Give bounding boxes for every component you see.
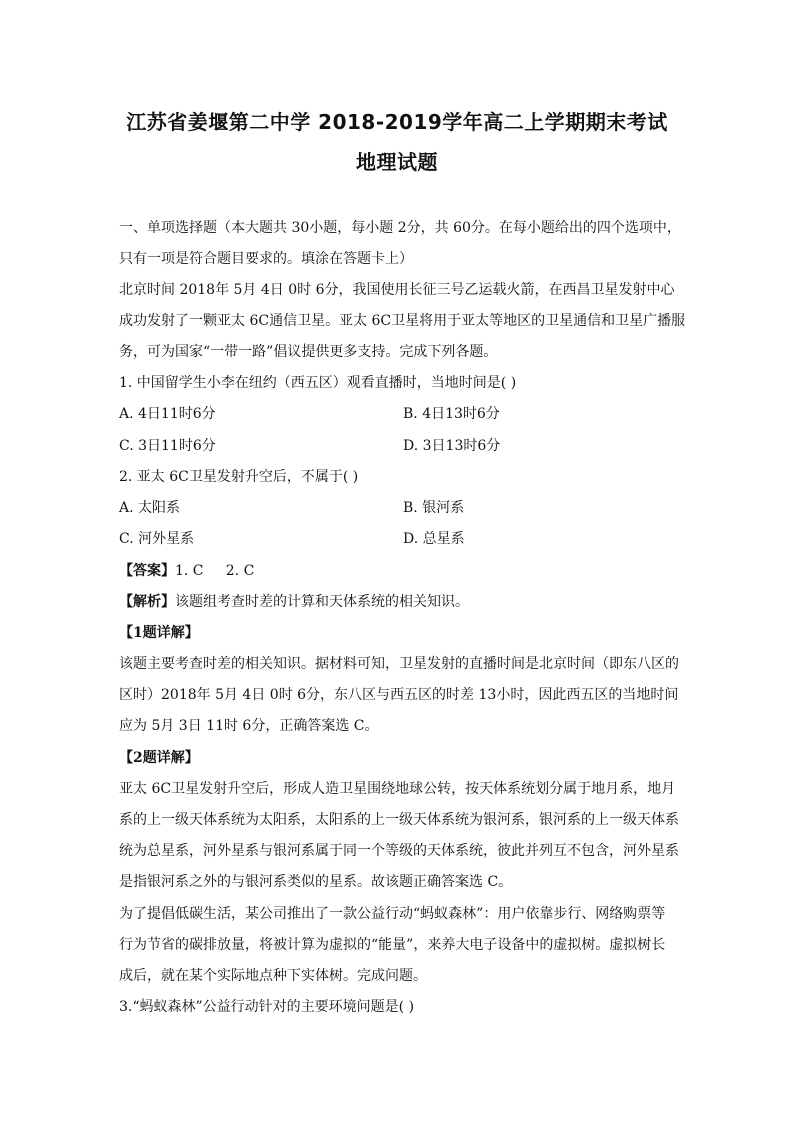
detail-1-heading: 【1题详解】	[119, 625, 199, 641]
exam-subject: 地理试题	[356, 150, 438, 174]
question-1-stem: 1. 中国留学生小李在纽约（西五区）观看直播时，当地时间是( )	[119, 375, 517, 391]
question-2-option-b: B. 银河系	[403, 500, 465, 516]
answer-label: 【答案】	[119, 563, 175, 579]
detail-2-line4: 是指银河系之外的与银河系类似的星系。故该题正确答案选 C。	[119, 874, 513, 890]
section-heading-line2: 只有一项是符合题目要求的。填涂在答题卡上）	[119, 251, 413, 267]
question-1-option-d: D. 3日13时6分	[403, 438, 501, 454]
question-2-option-d: D. 总星系	[403, 531, 465, 547]
material2-line2: 行为节省的碳排放量，将被计算为虚拟的“能量”，来养大电子设备中的虚拟树。虚拟树长	[119, 937, 666, 953]
detail-2-line3: 统为总星系，河外星系与银河系属于同一个等级的天体系统，彼此并列互不包含，河外星系	[119, 843, 679, 859]
detail-2-line2: 系的上一级天体系统为太阳系，太阳系的上一级天体系统为银河系，银河系的上一级天体系	[119, 812, 679, 828]
detail-1-line2: 区时）2018年 5月 4日 0时 6分，东八区与西五区的时差 13小时，因此西五区的当地时间	[119, 687, 679, 703]
section-heading-line1: 一、单项选择题（本大题共 30小题，每小题 2分，共 60分。在每小题给出的四个选项中，	[119, 220, 681, 236]
question-2-option-c: C. 河外星系	[119, 531, 195, 547]
detail-1-line1: 该题主要考查时差的相关知识。据材料可知，卫星发射的直播时间是北京时间（即东八区的	[119, 656, 679, 672]
question-1-option-c: C. 3日11时6分	[119, 438, 216, 454]
question-2-option-a: A. 太阳系	[119, 500, 181, 516]
exam-title: 江苏省姜堰第二中学 2018-2019学年高二上学期期末考试	[126, 110, 668, 134]
material2-line3: 成后，就在某个实际地点种下实体树。完成问题。	[119, 968, 427, 984]
answer-text: 1. C 2. C	[175, 563, 255, 579]
analysis-line	[119, 592, 679, 612]
material1-line2: 成功发射了一颗亚太 6C通信卫星。亚太 6C卫星将用于亚太等地区的卫星通信和卫星广播服	[119, 313, 686, 329]
question-1-option-b: B. 4日13时6分	[403, 406, 500, 422]
question-2-stem: 2. 亚太 6C卫星发射升空后，不属于( )	[119, 469, 359, 485]
material1-line1: 北京时间 2018年 5月 4日 0时 6分，我国使用长征三号乙运载火箭，在西昌卫星发射中心	[119, 282, 675, 298]
answer-line	[119, 561, 679, 581]
detail-2-heading: 【2题详解】	[119, 750, 199, 766]
question-3-stem: 3.“蚂蚁森林”公益行动针对的主要环境问题是( )	[119, 999, 415, 1015]
detail-2-line1: 亚太 6C卫星发射升空后，形成人造卫星围绕地球公转，按天体系统划分属于地月系，地月	[119, 781, 676, 797]
material2-line1: 为了提倡低碳生活，某公司推出了一款公益行动“蚂蚁森林”：用户依靠步行、网络购票等	[119, 906, 666, 922]
question-1-option-a: A. 4日11时6分	[119, 406, 216, 422]
material1-line3: 务，可为国家“一带一路”倡议提供更多支持。完成下列各题。	[119, 344, 498, 360]
detail-1-line3: 应为 5月 3日 11时 6分，正确答案选 C。	[119, 718, 379, 734]
analysis-text: 该题组考查时差的计算和天体系统的相关知识。	[175, 594, 469, 610]
analysis-label: 【解析】	[119, 594, 175, 610]
